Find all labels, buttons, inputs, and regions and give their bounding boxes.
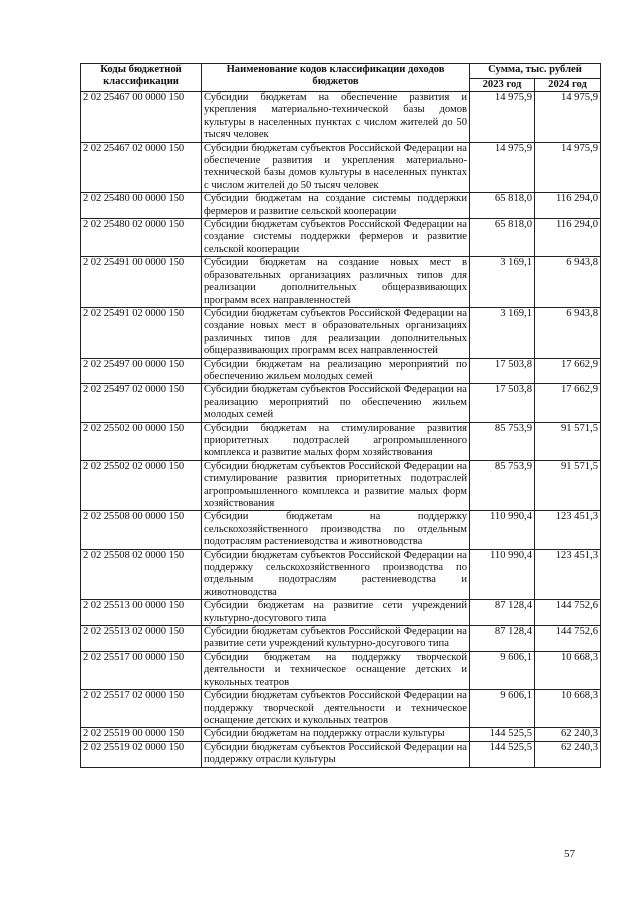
- table-body: [81, 92, 601, 768]
- cell-code: 2 02 25502 00 0000 150: [81, 422, 202, 460]
- cell-2024: 14 975,9: [535, 92, 601, 143]
- cell-2023: 65 818,0: [470, 193, 535, 219]
- header-sum: Сумма, тыс. рублей: [470, 64, 601, 79]
- table-row: [81, 511, 601, 549]
- cell-2023: 65 818,0: [470, 219, 535, 257]
- cell-code: 2 02 25517 02 0000 150: [81, 690, 202, 728]
- cell-2024: 10 668,3: [535, 690, 601, 728]
- cell-name: Субсидии бюджетам на поддержку отрасли культуры: [202, 728, 470, 741]
- cell-code: 2 02 25508 00 0000 150: [81, 511, 202, 549]
- cell-name: Субсидии бюджетам субъектов Российской Федерации на создание новых мест в образовательных организациях различных типов для реализации дополнительных общеразвивающих программ всех направленностей: [202, 307, 470, 358]
- cell-name: Субсидии бюджетам субъектов Российской Федерации на создание системы поддержки фермеров и развитие сельской кооперации: [202, 219, 470, 257]
- cell-2023: 144 525,5: [470, 741, 535, 767]
- cell-2024: 17 662,9: [535, 384, 601, 422]
- cell-code: 2 02 25467 02 0000 150: [81, 142, 202, 193]
- cell-code: 2 02 25513 02 0000 150: [81, 626, 202, 652]
- cell-2023: 3 169,1: [470, 307, 535, 358]
- header-year-2024: 2024 год: [535, 79, 601, 92]
- cell-code: 2 02 25513 00 0000 150: [81, 600, 202, 626]
- cell-code: 2 02 25491 02 0000 150: [81, 307, 202, 358]
- cell-code: 2 02 25519 00 0000 150: [81, 728, 202, 741]
- cell-name: Субсидии бюджетам субъектов Российской Федерации на поддержку отрасли культуры: [202, 741, 470, 767]
- page-number: 57: [564, 848, 575, 860]
- table-row: [81, 307, 601, 358]
- cell-2023: 3 169,1: [470, 257, 535, 308]
- cell-2024: 116 294,0: [535, 193, 601, 219]
- cell-name: Субсидии бюджетам на реализацию мероприятий по обеспечению жильем молодых семей: [202, 358, 470, 384]
- cell-name: Субсидии бюджетам на стимулирование развития приоритетных подотраслей агропромышленного комплекса и развитие малых форм хозяйствования: [202, 422, 470, 460]
- cell-code: 2 02 25467 00 0000 150: [81, 92, 202, 143]
- header-code: Коды бюджетной классификации: [81, 64, 202, 92]
- cell-code: 2 02 25480 00 0000 150: [81, 193, 202, 219]
- cell-2023: 14 975,9: [470, 142, 535, 193]
- cell-2023: 9 606,1: [470, 690, 535, 728]
- cell-name: Субсидии бюджетам субъектов Российской Федерации на развитие сети учреждений культурно-досугового типа: [202, 626, 470, 652]
- cell-2024: 10 668,3: [535, 651, 601, 689]
- cell-code: 2 02 25517 00 0000 150: [81, 651, 202, 689]
- table-row: [81, 219, 601, 257]
- cell-2023: 87 128,4: [470, 626, 535, 652]
- table-row: [81, 193, 601, 219]
- cell-name: Субсидии бюджетам субъектов Российской Федерации на стимулирование развития приоритетных подотраслей агропромышленного комплекса и развитие малых форм хозяйствования: [202, 460, 470, 511]
- cell-2024: 6 943,8: [535, 307, 601, 358]
- table-row: [81, 690, 601, 728]
- cell-2024: 62 240,3: [535, 741, 601, 767]
- budget-income-table: [80, 63, 601, 768]
- cell-2023: 85 753,9: [470, 422, 535, 460]
- cell-name: Субсидии бюджетам субъектов Российской Федерации на реализацию мероприятий по обеспечению жильем молодых семей: [202, 384, 470, 422]
- cell-code: 2 02 25508 02 0000 150: [81, 549, 202, 600]
- header-year-2023: 2023 год: [470, 79, 535, 92]
- table-row: [81, 600, 601, 626]
- cell-name: Субсидии бюджетам на поддержку сельскохозяйственного производства по отдельным подотраслям растениеводства и животноводства: [202, 511, 470, 549]
- cell-2023: 85 753,9: [470, 460, 535, 511]
- cell-2024: 144 752,6: [535, 600, 601, 626]
- cell-code: 2 02 25497 02 0000 150: [81, 384, 202, 422]
- cell-2023: 17 503,8: [470, 384, 535, 422]
- cell-2023: 14 975,9: [470, 92, 535, 143]
- cell-name: Субсидии бюджетам на обеспечение развития и укрепления материально-технической базы домов культуры в населенных пунктах с числом жителей до 50 тысяч человек: [202, 92, 470, 143]
- header-name: Наименование кодов классификации доходов бюджетов: [202, 64, 470, 92]
- cell-name: Субсидии бюджетам субъектов Российской Федерации на поддержку творческой деятельности и техническое оснащение детских и кукольных театров: [202, 690, 470, 728]
- cell-2024: 123 451,3: [535, 511, 601, 549]
- table-row: [81, 384, 601, 422]
- cell-2024: 17 662,9: [535, 358, 601, 384]
- cell-2024: 116 294,0: [535, 219, 601, 257]
- cell-code: 2 02 25502 02 0000 150: [81, 460, 202, 511]
- cell-2024: 62 240,3: [535, 728, 601, 741]
- table-row: [81, 358, 601, 384]
- cell-2024: 91 571,5: [535, 460, 601, 511]
- cell-2023: 144 525,5: [470, 728, 535, 741]
- cell-2023: 17 503,8: [470, 358, 535, 384]
- cell-2024: 123 451,3: [535, 549, 601, 600]
- cell-name: Субсидии бюджетам субъектов Российской Федерации на обеспечение развития и укрепления материально-технической базы домов культуры в населенных пунктах с числом жителей до 50 тысяч человек: [202, 142, 470, 193]
- cell-2024: 6 943,8: [535, 257, 601, 308]
- table-row: [81, 741, 601, 767]
- cell-code: 2 02 25491 00 0000 150: [81, 257, 202, 308]
- cell-name: Субсидии бюджетам на поддержку творческой деятельности и техническое оснащение детских и кукольных театров: [202, 651, 470, 689]
- cell-code: 2 02 25497 00 0000 150: [81, 358, 202, 384]
- table-row: [81, 651, 601, 689]
- cell-name: Субсидии бюджетам на создание системы поддержки фермеров и развитие сельской кооперации: [202, 193, 470, 219]
- cell-code: 2 02 25519 02 0000 150: [81, 741, 202, 767]
- table-header: [81, 64, 601, 92]
- table-row: [81, 626, 601, 652]
- cell-name: Субсидии бюджетам субъектов Российской Федерации на поддержку сельскохозяйственного производства по отдельным подотраслям растениеводства и животноводства: [202, 549, 470, 600]
- table-row: [81, 92, 601, 143]
- table-row: [81, 257, 601, 308]
- cell-2023: 110 990,4: [470, 511, 535, 549]
- table-row: [81, 460, 601, 511]
- table-row: [81, 549, 601, 600]
- table-row: [81, 728, 601, 741]
- cell-2024: 91 571,5: [535, 422, 601, 460]
- table-row: [81, 142, 601, 193]
- cell-name: Субсидии бюджетам на создание новых мест в образовательных организациях различных типов для реализации дополнительных общеразвивающих программ всех направленностей: [202, 257, 470, 308]
- table-row: [81, 422, 601, 460]
- cell-2023: 9 606,1: [470, 651, 535, 689]
- cell-2023: 87 128,4: [470, 600, 535, 626]
- cell-2024: 14 975,9: [535, 142, 601, 193]
- cell-2024: 144 752,6: [535, 626, 601, 652]
- cell-name: Субсидии бюджетам на развитие сети учреждений культурно-досугового типа: [202, 600, 470, 626]
- cell-code: 2 02 25480 02 0000 150: [81, 219, 202, 257]
- cell-2023: 110 990,4: [470, 549, 535, 600]
